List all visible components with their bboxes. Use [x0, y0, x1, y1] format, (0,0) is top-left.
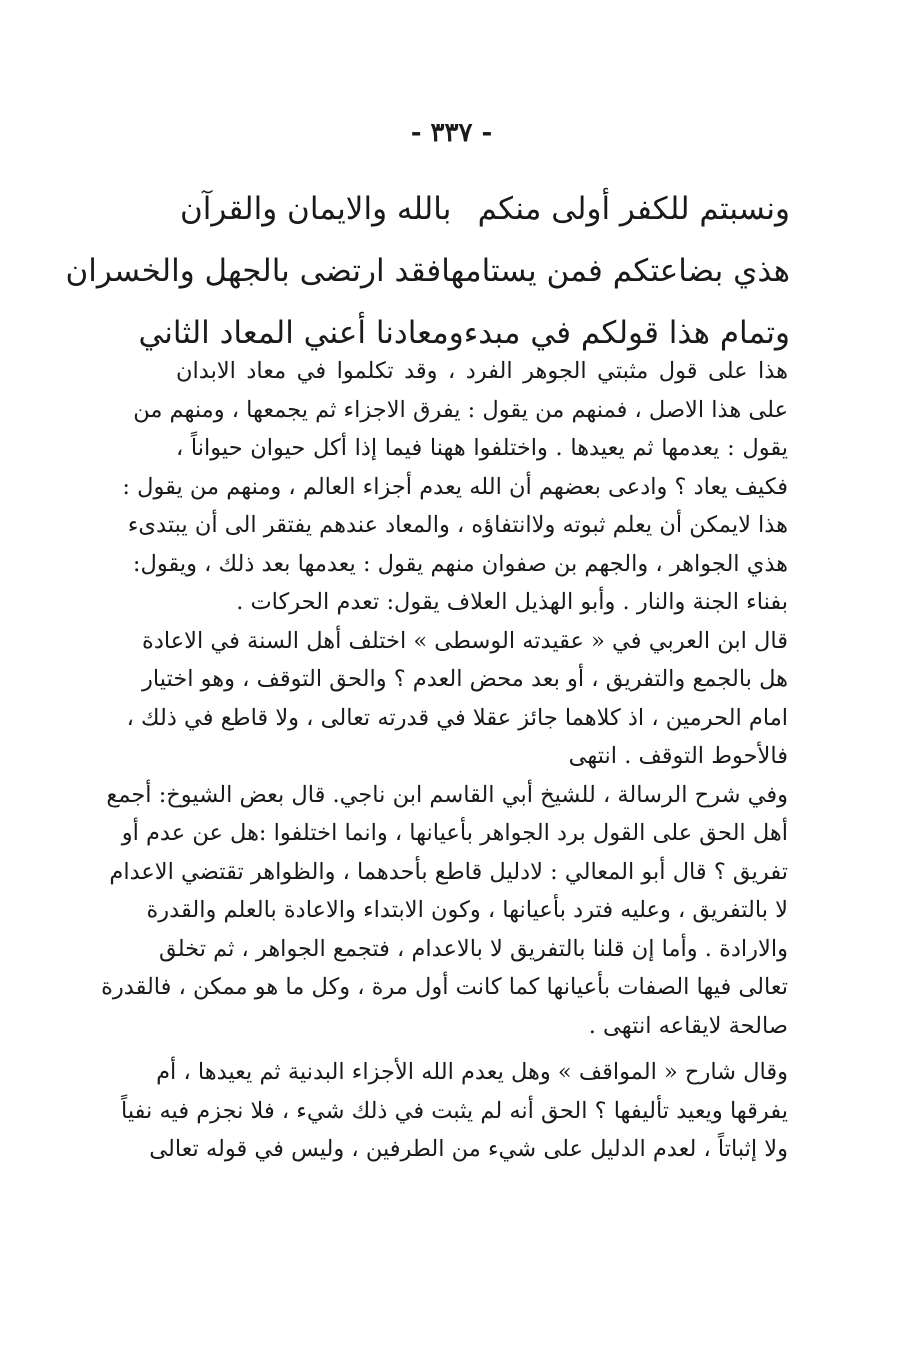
text-line: ولا إثباتاً ، لعدم الدليل على شيء من الطرفين ، وليس في قوله تعالى — [149, 1136, 788, 1162]
verse-line — [65, 240, 790, 302]
text-line: فكيف يعاد ؟ وادعى بعضهم أن الله يعدم أجزاء العالم ، ومنهم من يقول : — [122, 473, 788, 500]
verse-second-hemistich: بالله والايمان والقرآن — [180, 191, 452, 227]
paragraph — [126, 622, 788, 776]
verse-first-hemistich: ونسبتم للكفر أولى منكم — [477, 191, 790, 227]
poem-verses — [65, 178, 790, 364]
text-line: قال ابن العربي في « عقيدته الوسطى » اختلف أهل السنة في الاعادة — [142, 627, 788, 654]
text-line: وقال شارح « المواقف » وهل يعدم الله الأجزاء البدنية ثم يعيدها ، أم — [156, 1059, 788, 1085]
text-line: امام الحرمين ، اذ كلاهما جائز عقلا في قدرته تعالى ، ولا قاطع في ذلك ، — [126, 704, 788, 731]
paragraph-gap — [176, 1045, 788, 1053]
text-line: بفناء الجنة والنار . وأبو الهذيل العلاف يقول: تعدم الحركات . — [236, 589, 788, 615]
paragraph — [121, 1053, 788, 1169]
text-line: صالحة لايقاعه انتهى . — [588, 1012, 788, 1039]
text-line: لا بالتفريق ، وعليه فترد بأعيانها ، وكون الابتداء والاعادة بالعلم والقدرة — [146, 897, 788, 923]
text-line: يقول : يعدمها ثم يعيدها . واختلفوا ههنا فيما إذا أكل حيوان حيواناً ، — [176, 435, 788, 461]
text-line: أهل الحق على القول برد الجواهر بأعيانها ، وانما اختلفوا :هل عن عدم أو — [121, 820, 788, 846]
text-line: والارادة . وأما إن قلنا بالتفريق لا بالاعدام ، فتجمع الجواهر ، ثم تخلق — [158, 935, 788, 962]
verse-second-hemistich: ومعادنا أعني المعاد الثاني — [138, 315, 464, 351]
verse-line — [180, 178, 790, 240]
text-line: تفريق ؟ قال أبو المعالي : لادليل قاطع بأحدهما ، والظواهر تقتضي الاعدام — [109, 858, 788, 885]
page-number: - ٣٣٧ - — [410, 118, 493, 148]
text-line: يفرقها ويعيد تأليفها ؟ الحق أنه لم يثبت في ذلك شيء ، فلا نجزم فيه نفياً — [121, 1097, 788, 1124]
paragraph — [101, 776, 788, 1046]
text-line: هذا لايمكن أن يعلم ثبوته ولاانتفاؤه ، والمعاد عندهم يفتقر الى أن يبتدىء — [127, 512, 788, 538]
text-line: وفي شرح الرسالة ، للشيخ أبي القاسم ابن ناجي. قال بعض الشيوخ: أجمع — [106, 781, 788, 808]
verse-first-hemistich: هذي بضاعتكم فمن يستامها — [441, 253, 790, 289]
text-line: هل بالجمع والتفريق ، أو بعد محض العدم ؟ والحق التوقف ، وهو اختيار — [142, 666, 788, 692]
text-line: فالأحوط التوقف . انتهى — [568, 743, 788, 769]
verse-second-hemistich: فقد ارتضى بالجهل والخسران — [65, 253, 442, 289]
verse-first-hemistich: وتمام هذا قولكم في مبدء — [463, 315, 790, 351]
text-line: على هذا الاصل ، فمنهم من يقول : يفرق الاجزاء ثم يجمعها ، ومنهم من — [133, 396, 788, 423]
text-line: تعالى فيها الصفات بأعيانها كما كانت أول مرة ، وكل ما هو ممكن ، فالقدرة — [101, 974, 788, 1000]
text-line: هذا على قول مثبتي الجوهر الفرد ، وقد تكلموا في معاد الابدان — [176, 358, 788, 384]
prose-body — [101, 352, 788, 1169]
paragraph — [122, 352, 788, 622]
text-line: هذي الجواهر ، والجهم بن صفوان منهم يقول : يعدمها بعد ذلك ، ويقول: — [132, 550, 788, 577]
